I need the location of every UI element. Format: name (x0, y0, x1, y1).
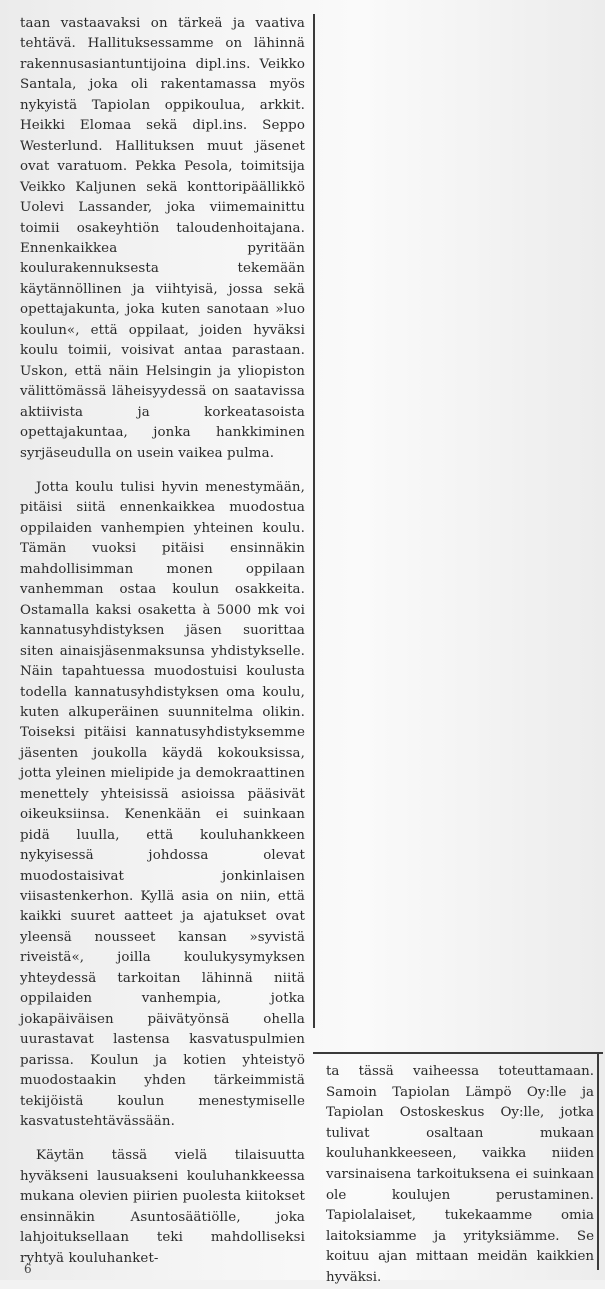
paragraph-3: Käytän tässä vielä tilaisuutta hyväkseni lausuakseni kouluhankkeessa mukana olevien piirien puolesta kiitokset ensinnäkin Asuntosäätiölle, joka lahjoituksellaan teki mahdolliseksi ryhtyä kouluhanket- (20, 1148, 305, 1266)
left-text-column (20, 14, 305, 1269)
horizontal-divider (313, 1052, 603, 1054)
column-divider (313, 14, 315, 1028)
right-edge-rule (597, 1052, 599, 1270)
paragraph-2: Jotta koulu tulisi hyvin menestymään, pitäisi siitä ennenkaikkea muodostua oppilaiden vanhempien yhteinen koulu. Tämän vuoksi pitäisi ensinnäkin mahdollisimman monen oppilaan vanhemman ostaa koulun osakkeita. Ostamalla kaksi osaketta à 5000 mk voi kannatusyhdistyksen jäsen suorittaa siten ainaisjäsenmaksunsa yhdistykselle. Näin tapahtuessa muodostuisi koulusta todella kannatusyhdistyksen oma koulu, kuten alkuperäinen suunnitelma olikin. Toiseksi pitäisi kannatusyhdistyksemme jäsenten joukolla käydä kokouksissa, jotta yleinen mielipide ja demokraattinen menettely yhteisissä asioissa pääsivät oikeuksiinsa. Kenenkään ei suinkaan pidä luulla, että kouluhankkeen nykyisessä johdossa olevat muodostaisivat jonkinlaisen viisastenkerhon. Kyllä asia on niin, että kaikki suuret aatteet ja ajatukset ovat yleensä nousseet kansan »syvistä riveistä«, joilla koulukysymyksen yhteydessä tarkoitan lähinnä niitä oppilaiden vanhempia, jotka jokapäiväisen päivätyönsä ohella uurastavat lastensa kasvatuspulmien parissa. Koulun ja kotien yhteistyö muodostaakin yhden tärkeimmistä tekijöistä koulun menestymiselle kasvatustehtävässään. (20, 479, 305, 1130)
blank-area (318, 14, 596, 1048)
page-number: 6 (24, 1262, 32, 1276)
paragraph-1: taan vastaavaksi on tärkeä ja vaativa tehtävä. Hallituksessamme on lähinnä rakennusasiantuntijoina dipl.ins. Veikko Santala, joka oli rakentamassa myös nykyistä Tapiolan oppikoulua, arkkit. Heikki Elomaa sekä dipl.ins. Seppo Westerlund. Hallituksen muut jäsenet ovat varatuom. Pekka Pesola, toimitsija Veikko Kaljunen sekä konttoripäällikkö Uolevi Lassander, joka viimemainittu toimii osakeyhtiön taloudenhoitajana. Ennenkaikkea pyritään koulurakennuksesta tekemään käytännöllinen ja viihtyisä, jossa sekä opettajakunta, joka kuten sanotaan »luo koulun«, että oppilaat, joiden hyväksi koulu toimii, voisivat antaa parastaan. Uskon, että näin Helsingin ja yliopiston välittömässä läheisyydessä on saatavissa aktiivista ja korkeatasoista opettajakuntaa, jonka hankkiminen syrjäseudulla on usein vaikea pulma. (20, 16, 305, 461)
right-text-column (326, 1062, 594, 1289)
right-paragraph-1: ta tässä vaiheessa toteuttamaan. Samoin Tapiolan Lämpö Oy:lle ja Tapiolan Ostoskeskus Oy:lle, jotka tulivat osaltaan mukaan kouluhankkeeseen, vaikka niiden varsinaisena tarkoituksena ei suinkaan ole koulujen perustaminen. Tapiolalaiset, tukekaamme omia laitoksiamme ja yrityksiämme. Se koituu ajan mittaan meidän kaikkien hyväksi. (326, 1064, 594, 1285)
